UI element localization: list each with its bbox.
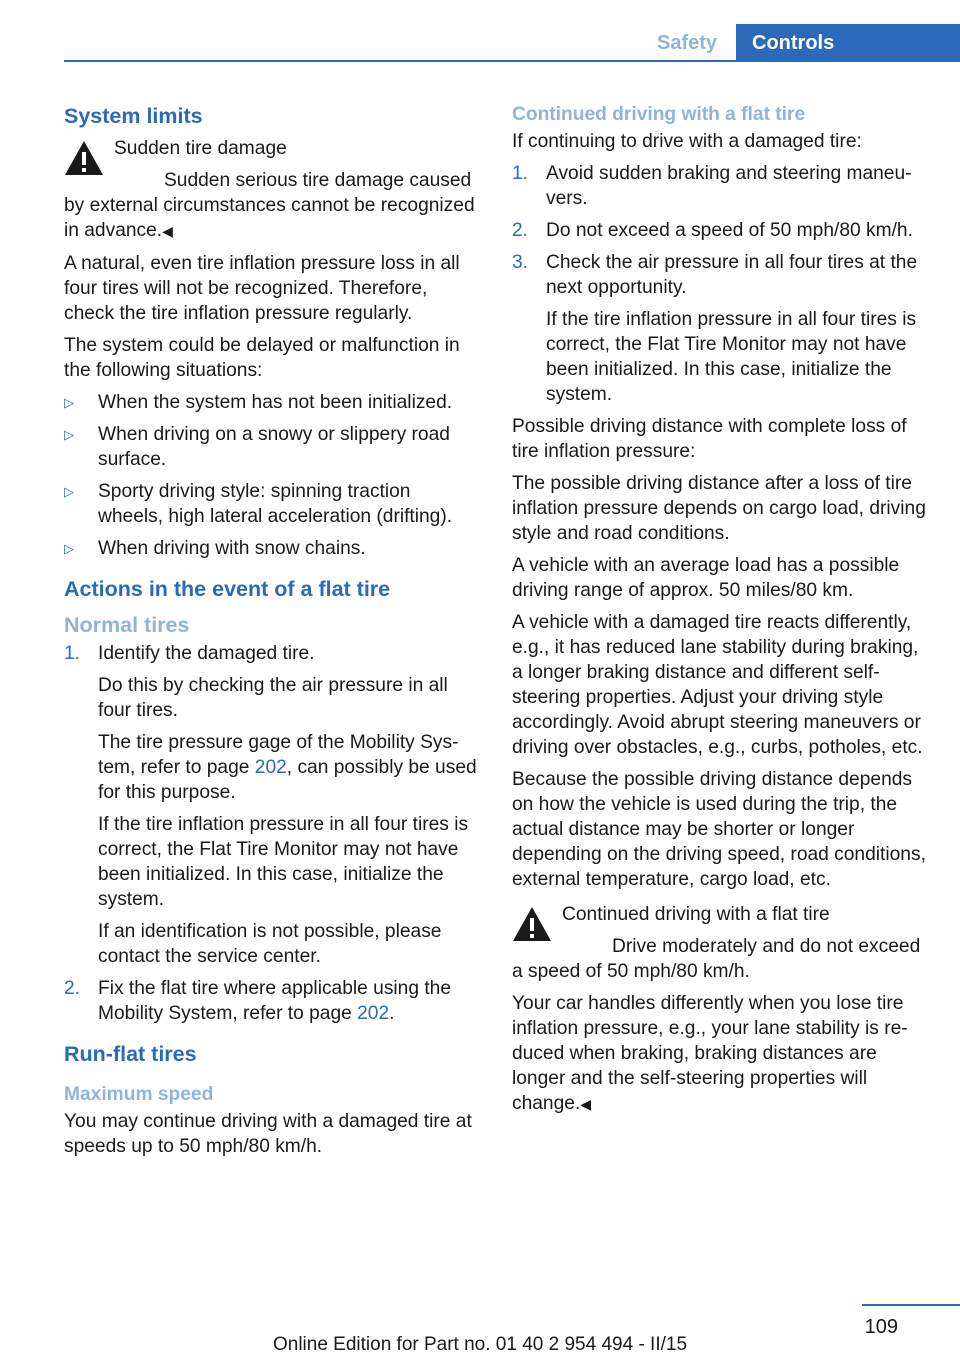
warning-text-body: Sudden serious tire damage caused by external circumstances cannot be recognized in advance.: [64, 170, 475, 241]
paragraph: A natural, even tire inflation pressure loss in all four tires will not be recognized. Therefore, check the tire inflation pressure regularly.: [64, 253, 460, 324]
actions-heading: Actions in the event of a flat tire: [64, 577, 391, 601]
list-item: [64, 641, 478, 969]
paragraph: A vehicle with an average load has a possible driving range of approx. 50 miles/80 km.: [512, 555, 900, 601]
warning-icon: [512, 906, 552, 942]
step-paragraph: [98, 730, 478, 805]
triangle-bullet-icon: ▷: [64, 541, 74, 556]
paragraph: Because the possible driving distance depends on how the vehicle is used during the trip, the actual distance may be shorter or longer depending on the driving speed, road conditions, external temperature, cargo load, etc.: [512, 769, 926, 890]
list-item-text: Fix the flat tire where applicable using the Mobility System, refer to page: [98, 978, 452, 1024]
end-marker-icon: ◀: [580, 1096, 592, 1112]
warning-text: [14, 168, 478, 244]
list-item: [64, 390, 478, 415]
list-item: [64, 479, 478, 529]
list-item-text: When driving with snow chains.: [98, 538, 366, 559]
run-flat-heading: Run-flat tires: [64, 1042, 197, 1066]
list-item-text: When the system has not been initialized.: [98, 392, 453, 413]
page-link-202[interactable]: 202: [357, 1003, 390, 1024]
list-item: [64, 536, 478, 561]
paragraph: If continuing to drive with a damaged tire:: [512, 131, 862, 152]
warning-title: Continued driving with a flat tire: [562, 904, 830, 925]
triangle-bullet-icon: ▷: [64, 484, 74, 499]
page-number: 109: [864, 1316, 898, 1338]
page-number-rule: [862, 1304, 960, 1306]
paragraph: The possible driving distance after a loss of tire inflation pressure depends on cargo load, driving style and road conditions.: [512, 473, 926, 544]
situations-list: [64, 390, 478, 561]
warning-text: Drive moderately and do not exceed a speed of 50 mph/80 km/h.: [512, 936, 921, 982]
step-number: 1.: [512, 163, 529, 184]
list-item-text: Identify the damaged tire.: [98, 643, 315, 664]
triangle-bullet-icon: ▷: [64, 395, 74, 410]
paragraph: Possible driving distance with complete loss of tire inflation pressure:: [512, 416, 907, 462]
left-column: [64, 102, 478, 1166]
continued-driving-heading: Continued driving with a flat tire: [512, 104, 806, 125]
warning-sudden-tire-damage: [64, 136, 478, 244]
warning-continued-driving: [512, 902, 930, 984]
list-item-text: When driving on a snowy or slippery road surface.: [98, 424, 450, 470]
paragraph: A vehicle with a damaged tire reacts differently, e.g., it has reduced lane stability during braking, a longer braking distance and different self-steering properties. Adjust your driving style accordingly. Avoid abrupt steering maneuvers or driving over obstacles, e.g., curbs, potholes, etc.: [512, 612, 923, 758]
text: .: [389, 1003, 395, 1024]
normal-tires-heading: Normal tires: [64, 613, 190, 637]
warning-icon: [64, 140, 104, 176]
list-item-text: Do not exceed a speed of 50 mph/80 km/h.: [546, 220, 913, 241]
flat-tire-steps: [64, 641, 478, 1026]
list-item: [512, 161, 930, 211]
step-number: 2.: [64, 978, 81, 999]
step-number: 3.: [512, 252, 529, 273]
right-column: [512, 102, 930, 1124]
continued-driving-steps: [512, 161, 930, 407]
end-marker-icon: ◀: [162, 223, 173, 239]
page-link-202[interactable]: 202: [254, 757, 287, 778]
list-item-text: Sporty driving style: spinning traction wheels, high lateral acceleration (drifting).: [98, 481, 453, 527]
step-paragraph: Do this by checking the air pressure in all four tires.: [98, 675, 448, 721]
header-rule: [64, 60, 960, 62]
maximum-speed-heading: Maximum speed: [64, 1084, 214, 1105]
edition-footer: Online Edition for Part no. 01 40 2 954 494 - II/15: [272, 1334, 688, 1355]
step-number: 2.: [512, 220, 529, 241]
list-item-text: Avoid sudden braking and steering maneuvers.: [546, 163, 912, 209]
warning-text-body: Your car handles differently when you lose tire inflation pressure, e.g., your lane stability is reduced when braking, braking distances are longer and the self-steering properties will change.: [512, 993, 908, 1114]
triangle-bullet-icon: ▷: [64, 427, 74, 442]
step-paragraph: If the tire inflation pressure in all four tires is correct, the Flat Tire Monitor may not have been initialized. In this case, initialize the system.: [546, 309, 917, 405]
tab-safety[interactable]: Safety: [656, 31, 718, 54]
paragraph: You may continue driving with a damaged tire at speeds up to 50 mph/80 km/h.: [64, 1111, 472, 1157]
tab-controls[interactable]: Controls: [736, 24, 960, 62]
text: The tire pressure gage of the Mobility System, refer to page: [98, 732, 459, 778]
step-paragraph: If the tire inflation pressure in all four tires is correct, the Flat Tire Monitor may not have been initialized. In this case, initialize the system.: [98, 814, 469, 910]
list-item-text: Check the air pressure in all four tires at the next opportunity.: [546, 252, 918, 298]
list-item: [512, 250, 930, 407]
warning-title: Sudden tire damage: [114, 138, 287, 159]
list-item: [64, 976, 478, 1026]
text: , can possibly be used for this purpose.: [98, 757, 477, 803]
list-item: [512, 218, 930, 243]
paragraph: The system could be delayed or malfunction in the following situations:: [64, 335, 460, 381]
system-limits-heading: System limits: [64, 104, 203, 128]
step-paragraph: If an identification is not possible, please contact the service center.: [98, 921, 442, 967]
warning-text: [512, 991, 930, 1117]
list-item: [64, 422, 478, 472]
step-number: 1.: [64, 643, 81, 664]
